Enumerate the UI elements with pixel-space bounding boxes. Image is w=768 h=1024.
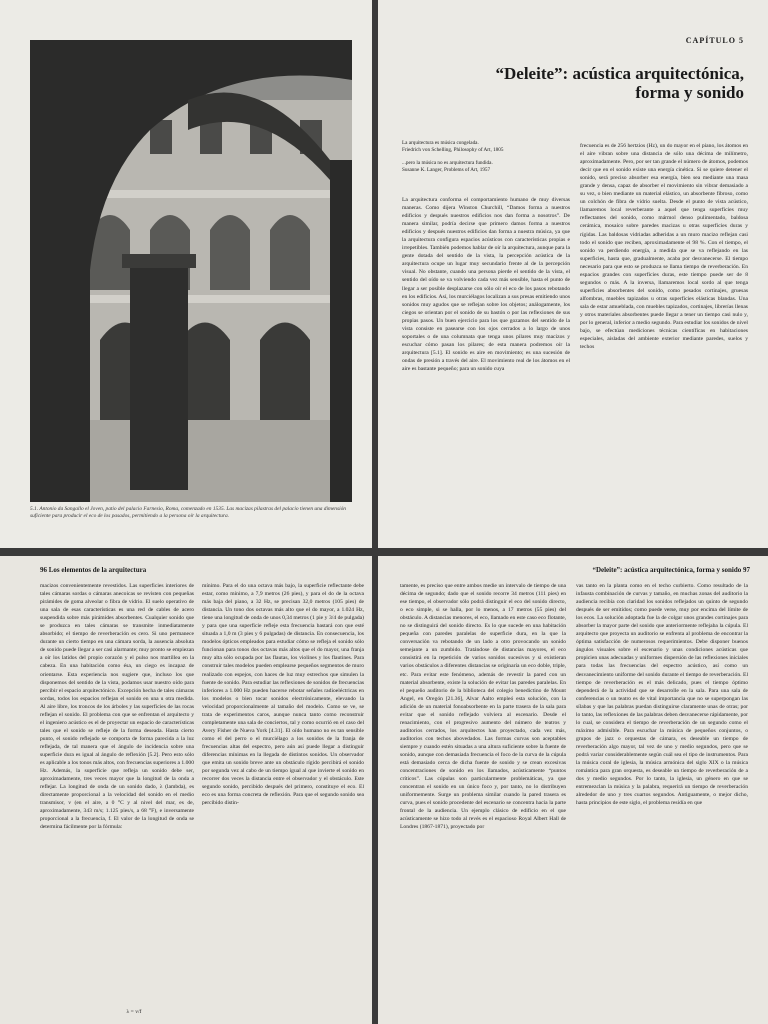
running-head-text: “Deleite”: acústica arquitectónica, forma y sonido xyxy=(592,566,742,574)
running-head-96 xyxy=(40,566,146,574)
page-left-bottom xyxy=(0,556,372,1024)
page3-column-2: mínimo. Para el do una octava más bajo, la superficie reflectante debe estar, como mínimo, a 7,9 metros (26 pies), y para el do de la octava más baja del piano, a 32 Hz, se precisan 32,0 metros (105 pies) de distancia. Un tono dos octavas más alto que el do mayor, a 1.024 Hz, tiene una longitud de onda de unos 0,34 metros (1 pie y 3/4 de pulgada) y para que una superficie refleje esta frecuencia bastará con que esté situada a 1,0 m (3 pies y 6 pulgadas) de distancia. En consecuencia, los modelos ópticos empleados para estudiar cómo se refleja el sonido sólo funcionan para tonos dos octavas más altos que el do mayor, una franja muy alta sólo ocupada por las flautas, los violines y los flautines. Para construir tales modelos pueden emplearse pequeños segmentos de muro realizado con espejos, con haces de luz muy estrechos que simulen la fuente de sonido. Para estudiar las reflexiones de sonidos de frecuencias inferiores a 1.000 Hz pueden hacerse rebotar señales radioeléctricas en los modelos o bien tocar sonidos electrónicamente, elevando la velocidad proporcionalmente al tamaño del modelo. Como se ve, se trata de experimentos caros, aunque nunca tanto como reconstruir completamente una sala de conciertos, tal y como ocurrió en el caso del Avery Fisher de Nueva York [4.31]. El oído humano no es tan sensible como el del perro o el murciélago a los sonidos de la franja de frecuencias altas del espectro, pero aún así puede llegar a distinguir diferencias mínimas en la llegada de distintos sonidos. Un observador que emita un sonido breve ante un obstáculo rígido percibirá el sonido por segunda vez al cabo de un tiempo igual al que invierte el sonido en recorrer dos veces la distancia entre el observador y el obstáculo. Este segundo sonido, percibido después del primero, constituye el eco. El eco es una forma concreta de reflexión. Para que el segundo sonido sea percibido distin- xyxy=(202,583,364,807)
page4-column-1: tamente, es preciso que entre ambos medie un intervalo de tiempo de una décima de segundo; dado que el sonido recorre 34 metros (111 pies) en ese tiempo, el observador sólo podrá distinguir el eco del sonido directo, o eco simple, si se halla, por lo menos, a 17 metros (55 pies) del obstáculo. A distancias menores, el eco, llamado en este caso eco flotante, no se distinguirá del sonido directo. Es lo que sucede en una habitación pequeña con paredes paralelas de superficie dura, en la que la conversación va rebotando de un lado a otro provocando un sonido semejante a un zumbido. Tratándose de distancias mayores, el eco consistirá en la repetición de varios sonidos sucesivos y si existieran varios obstáculos a diferentes distancias se originaría un eco doble, triple, etc. Para evitar este fenómeno, además de revestir la pared con un material absorbente, existe la solución de evitar las paredes paralelas. En el pequeño auditorio de la biblioteca del colegio benedictino de Mount Angel, en Oregón [21.36], Alvar Aalto empleó esta solución, con la adición de un material fonoabsorbente en la parte trasera de la sala para evitar que el sonido reflejado volviera al escenario. Desde el renacimiento, con el progresivo aumento del número de teatros y auditorios cerrados, los arquitectos han proyectado, cada vez más, auditorios con techos abovedados. Las formas curvas son aceptables siempre y cuando estén situadas a una altura suficiente sobre la fuente de sonido, aunque con demasiada frecuencia el foco de la curva de la cúpula está demasiado cerca de dicha fuente de sonido y se crean excesivas concentraciones de sonido en los llamados, acústicamente “puntos críticos”. Las cúpulas son particularmente problemáticas, ya que concentran el sonido en un único foco y, por tanto, no lo distribuyen uniformemente. Surge un problema similar cuando la pared trasera es curva, pues el sonido procedente del escenario se concentra hacia la parte frontal de la audiencia. Un ejemplo clásico de edificio en el que acústicamente se hizo todo al revés es el espacioso Royal Albert Hall de Londres (1867-1871), proyectado por xyxy=(400,583,566,831)
photo-caption: 5.1. Antonio da Sangallo el Joven, patio del palacio Farnesio, Roma, comenzado en 1535. Las macizas pilastras del palacio tienen una dimensión suficiente para producir el eco de los pasados, permitiendo a la persona oír la arquitectura. xyxy=(30,506,346,519)
wavelength-formula: λ = v/f xyxy=(126,1009,142,1015)
chapter-title xyxy=(448,64,744,102)
chapter-title-line-1: “Deleite”: acústica arquitectónica, xyxy=(495,64,744,83)
page2-column-2: frecuencia es de 256 hertzios (Hz), un do mayor en el piano, los átomos en el aire vibran sobre una distancia de sólo una décima de milímetro, aproximadamente. Pero, por ser tan grande el número de átomos, podemos decir que en el sonido existe una energía cinética. Si se quiere detener el sonido, será preciso absorber esa energía, bien sea mediante una masa grande y densa, capaz de absorber el movimiento sin vibrar demasiado a su vez, o bien mediante un material elástico, un absorbente fibroso, como un colchón de fibra de vidrio suelta. Desde el punto de vista acústico, llamaremos local reverberante a aquel que tenga superficies muy reflectantes del sonido, como mármol denso pulimentado, baldosa cerámica, mosaico sobre paredes macizas u otras superficies duras y rígidas. Las baldosas vidriadas adheridas a un muro macizo reflejan casi todo el sonido que reciben, aproximadamente el 98 %. Con el tiempo, el sonido va perdiendo energía, a medida que se va reflejando en las superficies, hasta que, gradualmente, acaba por desvanecerse. El tiempo necesario para que esto se produzca se llama tiempo de reverberación. En espacios grandes con superficies duras, este tiempo puede ser de 8 segundos o más. A la inversa, llamaremos local sordo al que tenga superficies absorbentes del sonido, como pesados cortinajes, gruesas alfombras, muebles tapizados u otras superficies elásticas blandas. Una sala de estar amueblada, con muebles tapizados, cortinajes, librerías llenas y otros materiales absorbentes puede llegar a tener un tiempo casi nulo y, por lo general, inferior a medio segundo. Para estudiar los sonidos de nivel bajo, se efectúan mediciones técnicas científicas en habitaciones especiales, aisladas del ambiente exterior mediante paredes, suelos y techos xyxy=(580,143,748,351)
chapter-title-line-2: forma y sonido xyxy=(635,83,744,102)
page2-column-1: La arquitectura conforma el comportamiento humano de muy diversas maneras. Como dijera Winston Churchill, “Damos forma a nuestros edificios y después nuestros edificios nos dan forma a nosotros”. De manera similar, podría decirse que primero damos forma a nuestros edificios y después nuestros edificios dan forma a nuestra música, ya que la arquitectura configura espacios acústicos con características propias e irrepetibles. También podemos hablar de oír la arquitectura, aunque para la gente dotada del sentido de la vista, la percepción acústica de la arquitectura ocupe un lugar muy secundario frente al de la percepción visual. No obstante, cuando una persona pierde el sentido de la vista, el sentido del oído se va volviendo cada vez más sensible, hasta el punto de llegar a ser posible desplazarse con sólo oír el eco de los pasos rebotando en los edificios. Así, los murciélagos localizan a sus presas emitiendo unos sonidos muy agudos que se reflejan sobre los objetos; análogamente, los ciegos se orientan por el sonido de su bastón o por las reflexiones de sus propias pasos. Un buen ejercicio para los que gozamos del sentido de la vista consiste en pasearse con los ojos cerrados a lo largo de unos soportales o de una columnata que tenga unos pilares muy macizos y escuchar cómo pasan los pilares; de esta manera podremos oír la arquitectura [5.1]. El sonido es aire en movimiento; es una sucesión de ondas de presión a través del aire. El movimiento real de los átomos en el aire es bastante pequeño; para un sonido cuya xyxy=(402,197,570,372)
page-number: 97 xyxy=(743,566,750,574)
page-left-top xyxy=(0,0,372,548)
page4-column-2: vas tanto en la planta como en el techo curbierto. Como resultado de la infausta combinación de curvas y tamaño, en muchas zonas del auditorio la audiencia recibía con claridad los sonidos reflejados un quinto de segundo después de ser emitidos; como puede verse, muy por encima del límite de los ecos. La solución adoptada fue la de colgar unos grandes cortinajes para absorber la mayor parte del sonido que anteriormente reflejaba la cúpula. El arquitecto que proyecta un auditorio se enfrenta al problema de encontrar la óptima satisfacción de numerosos requerimientos. Debe disponer buenos ángulos visuales sobre el escenario y unas condiciones acústicas que propicien unas adecuadas y uniformes dispersión de las reflexiones iniciales para todas las frecuencias del espectro acústico, así como un desvanecimiento uniforme del sonido durante el tiempo de reverberación. El tiempo de reverberación es el más delicado, pues el tiempo óptimo dependerá de la actividad que se desarrolle en la sala. Para una sala de conferencias o un teatro es de vital importancia que no se superpongan las sílabas y que las palabras puedan distinguirse claramente unas de otras; por lo tanto, las reflexiones de las palabras deben desvanecerse rápidamente, por lo cual, se considera el tiempo de reverberación de un segundo como el máximo admisible. Para escuchar la música de pequeños conjuntos, o grupos de jazz o orquestas de cámara, es deseable un tiempo de reverberación algo mayor, tal vez de uno y medio segundos, pero que se podrá variar considerablemente según cuál sea el tipo de instrumentos. Para la música coral de iglesia, la música armónica del siglo XIX o la música romántica para gran orquesta, es deseable un tiempo de reverberación de a dos y medio segundos. Por lo tanto, la iglesia, un género en que se entremezclan la música y la palabra, requerirá un tiempo de reverberación alrededor de uno y tres cuartos segundos. Antiguamente, o mejor dicho, hasta principios de este siglo, el problema residía en que xyxy=(576,583,748,807)
epigraph-2-source: Susanne K. Langer, Problems of Art, 1957 xyxy=(402,167,491,173)
courtyard-photograph xyxy=(30,40,352,502)
epigraphs xyxy=(402,140,562,174)
page3-column-1: macizos convenientemente revestidos. Las superficies interiores de tales cámaras sordas o cámaras anecoicas se revisten con pequeñas pirámides de goma alveolar o fibra de vidrio. El suelo operativo de una sala de esas características es una red de cables de acero suspendida sobre más pirámides absorbentes. Cualquier sonido que se produzca en tales cámaras se transmite inmediatamente absorbido; el tiempo de reverberación es cero. Si uno permanece durante un cierto tiempo en una cámara sorda, la ausencia absoluta de sonido puede llegar a ser casi alarmante; muy pronto se empiezan a oír los latidos del propio corazón y el pulso nos martillea en la cabeza. En una habitación como ésa, un ciego es incapaz de orientarse. Esta experiencia nos sugiere que, incluso los que disponemos del sentido de la vista, podamos usar nuestro oído para percibir el espacio arquitectónico. Excepción hecha de tales cámaras sordas, todos los espacios reflejan el sonido en una u otra medida. Al aire libre, los troncos de los árboles y las superficies de las rocas reflejan el sonido. El problema con que se enfrentan el arquitecto y el ingeniero acústico es el de proyectar un espacio de características tales que el sonido se refleje de la forma deseada. Hasta cierto punto, el sonido reflejado se comporta de forma parecida a la luz reflejada, de tal manera que el ángulo de incidencia sobre una superficie dura es igual al ángulo de reflexión [5.2]. Pero esto sólo es aplicable a los tonos más altos, con frecuencias superiores a 1.000 Hz. Además, la superficie que refleja un sonido debe ser, aproximadamente, tres veces mayor que la longitud de la onda a reflejar. La longitud de onda de un sonido dado, λ (lambda), es directamente proporcional a la velocidad del sonido en el medio transmisor, v (en el aire, a 0 °C y al nivel del mar, es de, aproximadamente, 343 m/s; 1.125 pies/s, a 68 °F), e inversamente proporcional a la frecuencia, f. El valor de la longitud de onda se determina fácilmente por la fórmula: xyxy=(40,583,194,831)
page-right-bottom xyxy=(378,556,768,1024)
epigraph-1: La arquitectura es música congelada. xyxy=(402,140,479,146)
page-number: 96 xyxy=(40,566,47,574)
epigraph-2: ...pero la música no es arquitectura fundida. xyxy=(402,160,493,166)
running-head-text: Los elementos de la arquitectura xyxy=(48,566,147,574)
page-right-top xyxy=(378,0,768,548)
epigraph-1-source: Friedrich von Schelling, Philosophy of Art, 1805 xyxy=(402,147,504,153)
courtyard-illustration xyxy=(30,40,352,502)
chapter-label: CAPÍTULO 5 xyxy=(685,36,744,45)
running-head-97 xyxy=(592,566,750,574)
